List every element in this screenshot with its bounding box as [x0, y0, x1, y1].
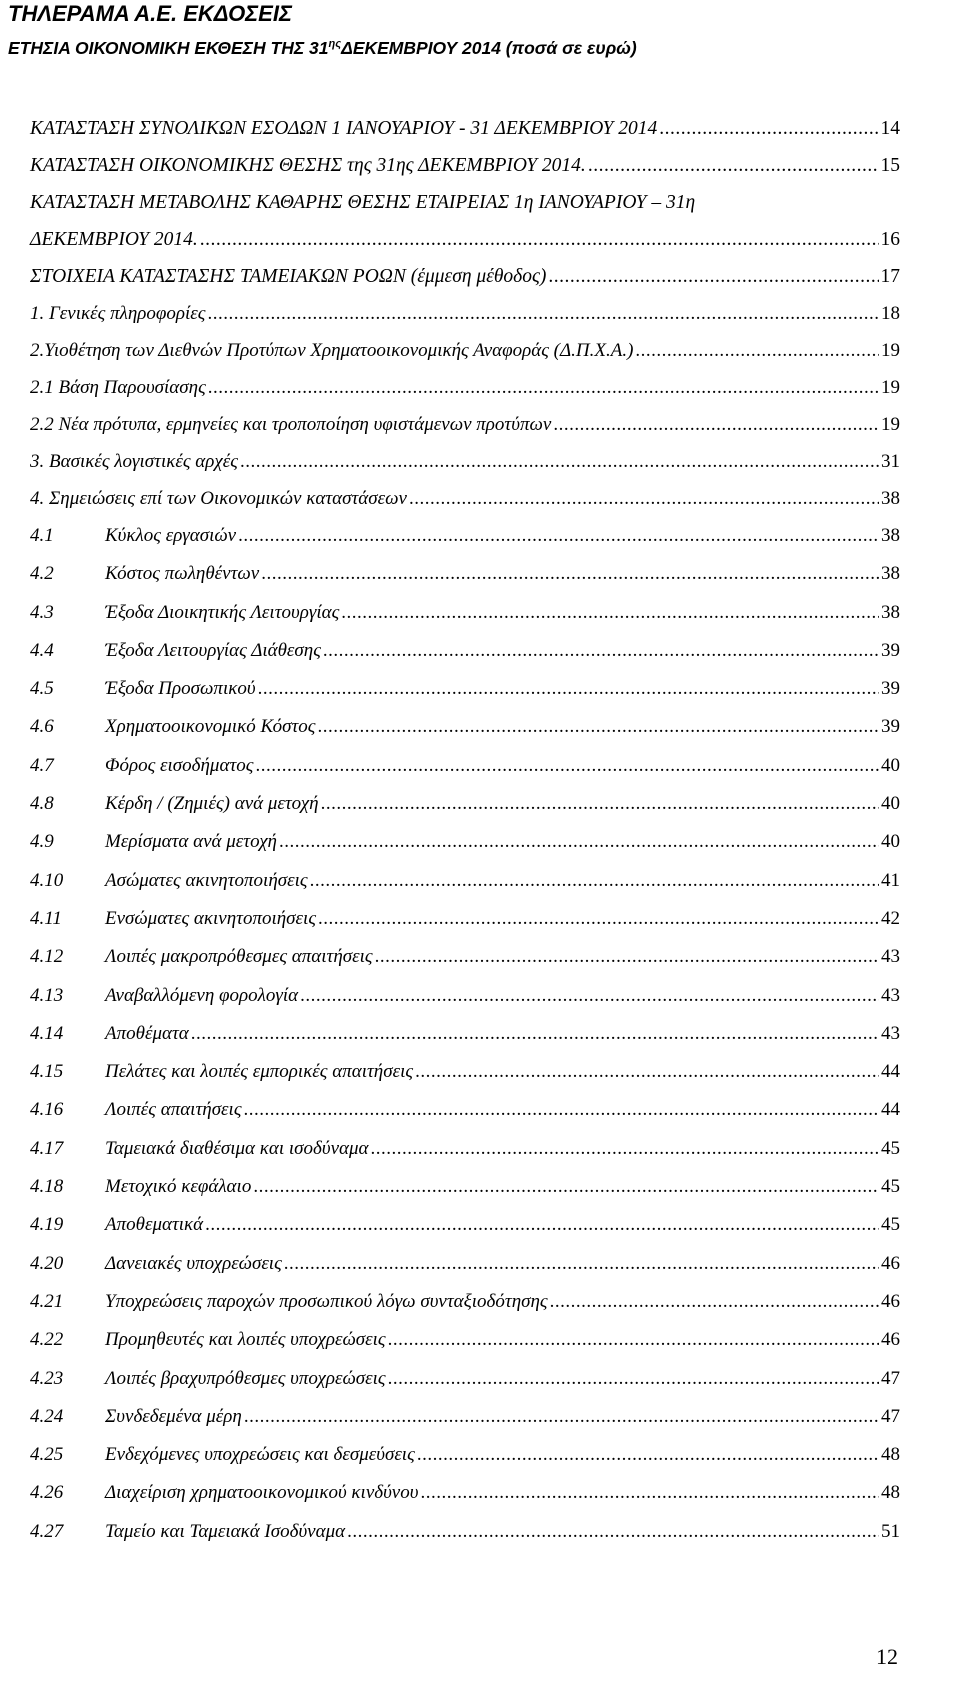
toc-page-number: 44: [881, 1061, 900, 1083]
toc-entry-label: Πελάτες και λοιπές εμπορικές απαιτήσεις: [105, 1061, 414, 1083]
toc-leader-dots: [240, 443, 879, 480]
toc-note-number: 4.6: [30, 716, 54, 738]
toc-entry-label: ΚΑΤΑΣΤΑΣΗ ΟΙΚΟΝΟΜΙΚΗΣ ΘΕΣΗΣ της 31ης ΔΕΚΕΜΒΡΙΟΥ 2014.: [30, 155, 586, 176]
toc-entry-label: Προμηθευτές και λοιπές υποχρεώσεις: [105, 1329, 386, 1351]
toc-note-entry[interactable]: [30, 632, 900, 670]
toc-note-number: 4.10: [30, 869, 64, 891]
toc-leader-dots: [388, 1360, 879, 1398]
toc-note-entry[interactable]: [30, 1053, 900, 1091]
toc-entry-label: Ταμειακά διαθέσιμα και ισοδύναμα: [105, 1137, 369, 1159]
toc-entry-label: Έξοδα Διοικητικής Λειτουργίας: [105, 601, 340, 623]
toc-entry-label: Χρηματοοικονομικό Κόστος: [105, 716, 316, 738]
toc-note-number: 4.4: [30, 639, 54, 661]
toc-page-number: 46: [881, 1329, 900, 1351]
subtitle-text: ΕΤΗΣΙΑ ΟΙΚΟΝΟΜΙΚΗ ΕΚΘΕΣΗ ΤΗΣ 31: [8, 38, 329, 58]
toc-entry-label: Συνδεδεμένα μέρη: [105, 1405, 242, 1427]
subtitle-superscript: ης: [328, 38, 342, 50]
toc-page-number: 14: [880, 118, 900, 139]
toc-note-number: 4.16: [30, 1099, 64, 1121]
toc-entry-label: Δανειακές υποχρεώσεις: [105, 1252, 282, 1274]
toc-entry-label: 2.Υιοθέτηση των Διεθνών Προτύπων Χρηματοοικονομικής Αναφοράς (Δ.Π.Χ.Α.): [30, 340, 634, 361]
toc-note-entry[interactable]: [30, 1398, 900, 1436]
toc-note-number: 4.22: [30, 1329, 64, 1351]
toc-leader-dots: [200, 221, 879, 258]
toc-leader-dots: [310, 862, 879, 900]
toc-note-entry[interactable]: [30, 1015, 900, 1053]
toc-note-number: 4.20: [30, 1252, 64, 1274]
toc-leader-dots: [279, 823, 879, 861]
toc-note-number: 4.18: [30, 1176, 64, 1198]
toc-leader-dots: [284, 1245, 879, 1283]
toc-note-number: 4.1: [30, 525, 54, 546]
toc-page-number: 19: [881, 340, 900, 361]
toc-note-number: 4.14: [30, 1022, 64, 1044]
toc-leader-dots: [553, 406, 879, 443]
toc-leader-dots: [258, 670, 879, 708]
toc-page-number: 47: [881, 1405, 900, 1427]
toc-leader-dots: [191, 1015, 879, 1053]
toc-entry[interactable]: [30, 443, 900, 480]
toc-page-number: 38: [881, 601, 900, 623]
toc-entry-label: 1. Γενικές πληροφορίες: [30, 303, 206, 324]
toc-note-entry[interactable]: [30, 938, 900, 976]
toc-leader-dots: [588, 147, 879, 184]
toc-note-entry[interactable]: [30, 747, 900, 785]
toc-entry-label: Αποθέματα: [105, 1022, 189, 1044]
table-of-contents: [30, 110, 900, 1551]
toc-entry-label: ΚΑΤΑΣΤΑΣΗ ΜΕΤΑΒΟΛΗΣ ΚΑΘΑΡΗΣ ΘΕΣΗΣ ΕΤΑΙΡΕΙΑΣ 1η ΙΑΝΟΥΑΡΙΟΥ – 31η: [30, 192, 696, 213]
company-name: ΤΗΛΕΡΑΜΑ Α.Ε. ΕΚΔΟΣΕΙΣ: [8, 1, 292, 26]
toc-leader-dots: [420, 1474, 879, 1512]
toc-page-number: 41: [881, 869, 900, 891]
toc-note-number: 4.9: [30, 831, 54, 853]
toc-page-number: 40: [881, 831, 900, 853]
toc-note-number: 4.27: [30, 1520, 64, 1542]
toc-entry-label: Μερίσματα ανά μετοχή: [105, 831, 277, 853]
toc-leader-dots: [208, 369, 879, 406]
toc-leader-dots: [205, 1206, 879, 1244]
toc-note-entry[interactable]: [30, 862, 900, 900]
toc-page-number: 15: [880, 155, 900, 176]
toc-note-entry[interactable]: [30, 1321, 900, 1359]
toc-note-number: 4.23: [30, 1367, 64, 1389]
toc-note-number: 4.26: [30, 1482, 64, 1504]
toc-page-number: 18: [881, 303, 900, 324]
toc-note-number: 4.24: [30, 1405, 64, 1427]
toc-page-number: 46: [881, 1290, 900, 1312]
toc-note-entry[interactable]: [30, 1283, 900, 1321]
toc-page-number: 39: [881, 639, 900, 661]
toc-leader-dots: [415, 1053, 879, 1091]
toc-entry-label: 4. Σημειώσεις επί των Οικονομικών καταστάσεων: [30, 488, 407, 509]
toc-note-number: 4.7: [30, 754, 54, 776]
toc-page-number: 45: [881, 1137, 900, 1159]
toc-note-entry[interactable]: [30, 1130, 900, 1168]
toc-entry[interactable]: [30, 147, 900, 184]
toc-note-entry[interactable]: [30, 517, 900, 555]
toc-leader-dots: [255, 747, 879, 785]
toc-entry-label: Αναβαλλόμενη φορολογία: [105, 984, 299, 1006]
toc-entry-label: Λοιπές μακροπρόθεσμες απαιτήσεις: [105, 946, 373, 968]
toc-leader-dots: [238, 517, 879, 555]
page-header: [8, 0, 637, 60]
toc-entry-label: Αποθεματικά: [105, 1214, 204, 1236]
toc-entry-label: Φόρος εισοδήματος: [105, 754, 254, 776]
toc-note-entry[interactable]: [30, 594, 900, 632]
toc-note-number: 4.13: [30, 984, 64, 1006]
toc-note-entry[interactable]: [30, 900, 900, 938]
toc-page-number: 43: [881, 984, 900, 1006]
toc-note-number: 4.2: [30, 563, 54, 585]
toc-page-number: 40: [881, 793, 900, 815]
toc-page-number: 42: [881, 907, 900, 929]
toc-page-number: 40: [881, 754, 900, 776]
toc-note-number: 4.11: [30, 907, 62, 929]
toc-page-number: 19: [881, 414, 900, 435]
toc-leader-dots: [635, 332, 879, 369]
toc-page-number: 38: [881, 488, 900, 509]
toc-leader-dots: [244, 1091, 879, 1129]
toc-entry-label: Υποχρεώσεις παροχών προσωπικού λόγω συνταξιοδότησης: [105, 1290, 548, 1312]
toc-entry-label: Έξοδα Λειτουργίας Διάθεσης: [105, 639, 321, 661]
toc-page-number: 31: [881, 451, 900, 472]
toc-entry[interactable]: [30, 258, 900, 295]
toc-entry-label: ΔΕΚΕΜΒΡΙΟΥ 2014.: [30, 229, 198, 250]
toc-entry-label: Ταμείο και Ταμειακά Ισοδύναμα: [105, 1520, 346, 1542]
toc-entry-label: Ενσώματες ακινητοποιήσεις: [105, 907, 317, 929]
toc-page-number: 47: [881, 1367, 900, 1389]
toc-note-number: 4.12: [30, 946, 64, 968]
toc-note-entry[interactable]: [30, 1091, 900, 1129]
toc-note-number: 4.21: [30, 1290, 64, 1312]
toc-note-entry[interactable]: [30, 1360, 900, 1398]
toc-page-number: 38: [881, 563, 900, 585]
subtitle-text-end: ΔΕΚΕΜΒΡΙΟΥ 2014 (ποσά σε ευρώ): [341, 38, 637, 58]
toc-entry-label: 3. Βασικές λογιστικές αρχές: [30, 451, 238, 472]
toc-page-number: 43: [881, 1022, 900, 1044]
toc-note-entry[interactable]: [30, 1206, 900, 1244]
notes-list: [30, 517, 900, 1551]
toc-page-number: 51: [881, 1520, 900, 1542]
toc-leader-dots: [550, 1283, 879, 1321]
toc-note-number: 4.8: [30, 793, 54, 815]
toc-leader-dots: [659, 110, 878, 147]
toc-note-number: 4.19: [30, 1214, 64, 1236]
toc-entry[interactable]: [30, 480, 900, 517]
toc-leader-dots: [300, 977, 879, 1015]
toc-entry-label: Κέρδη / (Ζημιές) ανά μετοχή: [105, 793, 319, 815]
report-subtitle: [8, 36, 637, 60]
toc-entry-label: 2.2 Νέα πρότυπα, ερμηνείες και τροποποίηση υφιστάμενων προτύπων: [30, 414, 552, 435]
toc-note-number: 4.25: [30, 1444, 64, 1466]
toc-note-entry[interactable]: [30, 708, 900, 746]
toc-note-number: 4.5: [30, 678, 54, 700]
toc-note-entry[interactable]: [30, 670, 900, 708]
toc-note-entry[interactable]: [30, 555, 900, 593]
toc-entry-label: Έξοδα Προσωπικού: [105, 678, 256, 700]
toc-entry[interactable]: [30, 295, 900, 332]
toc-note-number: 4.15: [30, 1061, 64, 1083]
toc-note-entry[interactable]: [30, 823, 900, 861]
toc-entry-label: 2.1 Βάση Παρουσίασης: [30, 377, 206, 398]
page-number: 12: [876, 1644, 898, 1669]
toc-entry[interactable]: [30, 110, 900, 147]
toc-leader-dots: [347, 1513, 879, 1551]
toc-page-number: 19: [881, 377, 900, 398]
toc-page-number: 39: [881, 716, 900, 738]
toc-leader-dots: [244, 1398, 879, 1436]
toc-note-entry[interactable]: [30, 1436, 900, 1474]
toc-page-number: 38: [881, 525, 900, 546]
toc-note-number: 4.17: [30, 1137, 64, 1159]
toc-note-entry[interactable]: [30, 1513, 900, 1551]
toc-page-number: 16: [880, 229, 900, 250]
toc-leader-dots: [321, 785, 879, 823]
toc-entry-label: ΚΑΤΑΣΤΑΣΗ ΣΥΝΟΛΙΚΩΝ ΕΣΟΔΩΝ 1 ΙΑΝΟΥΑΡΙΟΥ - 31 ΔΕΚΕΜΒΡΙΟΥ 2014: [30, 118, 658, 139]
toc-leader-dots: [341, 594, 879, 632]
toc-page-number: 43: [881, 946, 900, 968]
toc-leader-dots: [207, 295, 879, 332]
toc-entry-label: ΣΤΟΙΧΕΙΑ ΚΑΤΑΣΤΑΣΗΣ ΤΑΜΕΙΑΚΩΝ ΡΟΩΝ (έμμεση μέθοδος): [30, 266, 547, 287]
toc-page-number: 45: [881, 1214, 900, 1236]
toc-leader-dots: [375, 938, 879, 976]
toc-note-number: 4.3: [30, 601, 54, 623]
toc-leader-dots: [409, 480, 879, 517]
toc-note-entry[interactable]: [30, 785, 900, 823]
toc-page-number: 48: [881, 1482, 900, 1504]
toc-entry-label: Ενδεχόμενες υποχρεώσεις και δεσμεύσεις: [105, 1444, 415, 1466]
toc-note-entry[interactable]: [30, 1168, 900, 1206]
toc-leader-dots: [261, 555, 879, 593]
toc-note-entry[interactable]: [30, 1245, 900, 1283]
toc-entry-label: Μετοχικό κεφάλαιο: [105, 1176, 252, 1198]
toc-page-number: 48: [881, 1444, 900, 1466]
toc-entry[interactable]: [30, 332, 900, 369]
toc-leader-dots: [548, 258, 878, 295]
toc-leader-dots: [318, 900, 879, 938]
toc-entry-label: Κύκλος εργασιών: [105, 525, 237, 546]
toc-page-number: 46: [881, 1252, 900, 1274]
toc-entry[interactable]: [30, 221, 900, 258]
toc-leader-dots: [417, 1436, 879, 1474]
toc-entry-label: Λοιπές απαιτήσεις: [105, 1099, 242, 1121]
toc-leader-dots: [317, 708, 879, 746]
toc-leader-dots: [323, 632, 879, 670]
toc-entry-label: Ασώματες ακινητοποιήσεις: [105, 869, 308, 891]
toc-entry-label: Κόστος πωληθέντων: [105, 563, 260, 585]
toc-page-number: 45: [881, 1176, 900, 1198]
toc-note-entry[interactable]: [30, 1474, 900, 1512]
toc-page-number: 44: [881, 1099, 900, 1121]
toc-page-number: 39: [881, 678, 900, 700]
toc-page-number: 17: [880, 266, 900, 287]
toc-entry[interactable]: [30, 369, 900, 406]
toc-note-entry[interactable]: [30, 977, 900, 1015]
toc-entry-label: Διαχείριση χρηματοοικονομικού κινδύνου: [105, 1482, 419, 1504]
toc-leader-dots: [371, 1130, 880, 1168]
toc-entry[interactable]: [30, 406, 900, 443]
toc-entry-wrapped-line[interactable]: [30, 184, 900, 221]
toc-leader-dots: [388, 1321, 879, 1359]
toc-leader-dots: [253, 1168, 879, 1206]
toc-entry-label: Λοιπές βραχυπρόθεσμες υποχρεώσεις: [105, 1367, 386, 1389]
